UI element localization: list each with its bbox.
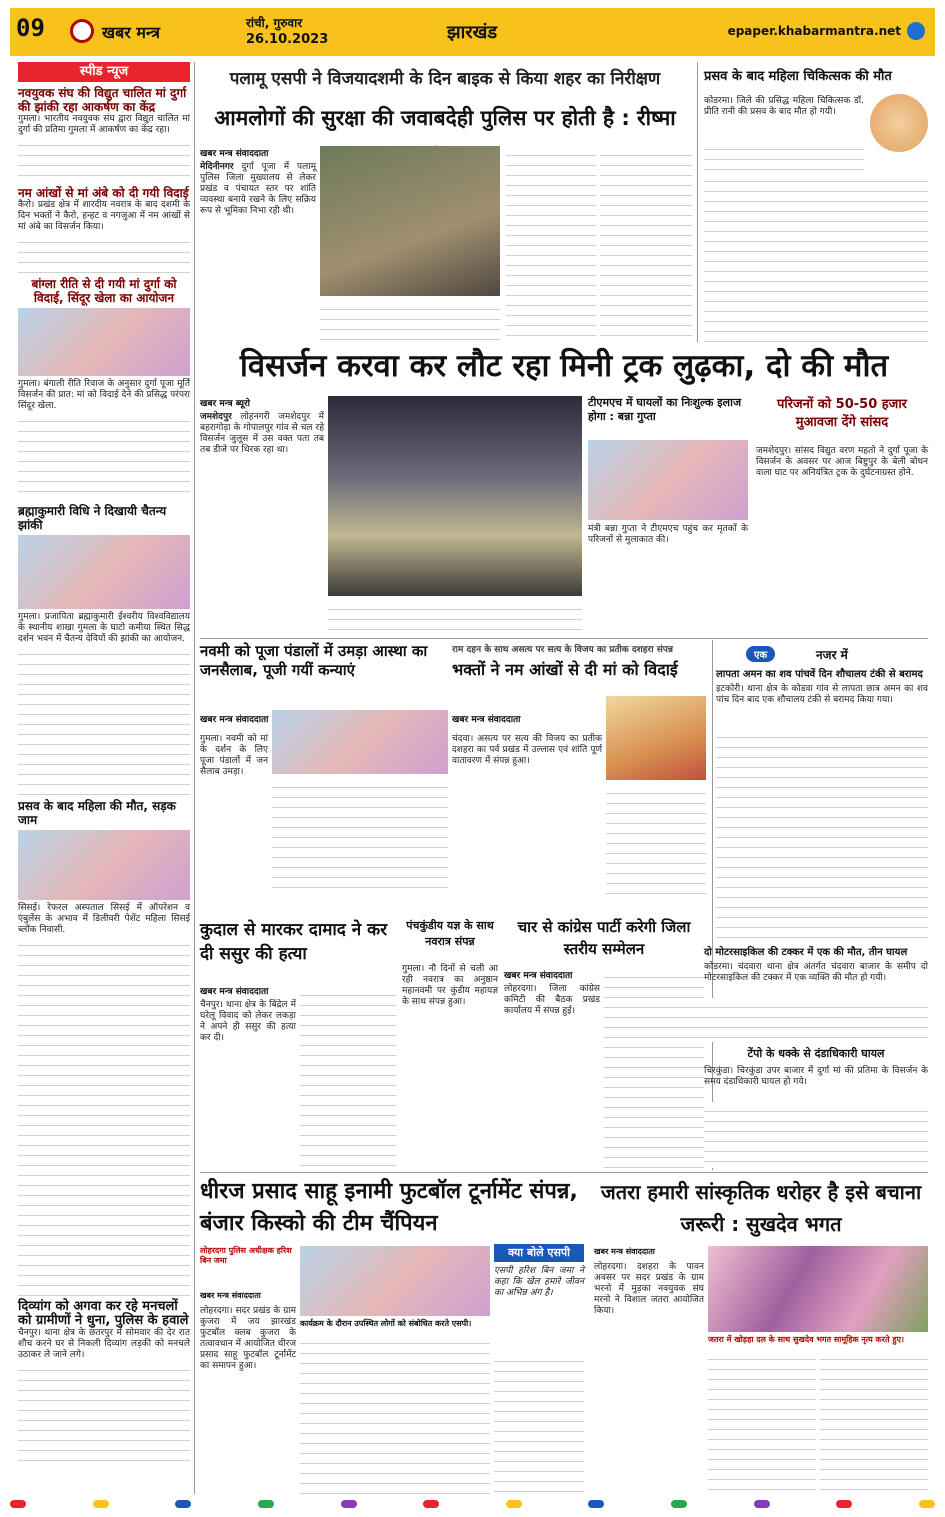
bottom-right-body: लोहरदगा। दशहरा के पावन अवसर पर सदर प्रखंड के ग्राम भरनो में मुड़का नवयुवक संघ मरनो ने विशाल जतरा आयोजित किया। [594, 1262, 704, 1316]
mid-body: गुमला। नौ दिनों से चली आ रही नवरात्र का अनुष्ठान महानवमी पर कुंडीय महायज्ञ के साथ संपन्न हुआ। [402, 964, 498, 1007]
jatra-dance-photo [708, 1246, 928, 1332]
byline: खबर मन्त्र संवाददाता [452, 715, 521, 725]
mid-headline[interactable]: भक्तों ने नम आंखों से दी मां को विदाई [452, 660, 678, 679]
bottom-color-strip [10, 1500, 935, 1510]
mid-headline[interactable]: नवमी को पूजा पंडालों में उमड़ा आस्था का जनसैलाब, पूजी गयीं कन्याएं [200, 642, 428, 679]
mid-kicker[interactable]: पंचकुंडीय यज्ञ के साथ नवरात्र संपन्न [406, 919, 494, 948]
color-dot [588, 1500, 604, 1508]
color-dot [671, 1500, 687, 1508]
left-headline[interactable]: दिव्यांग को अगवा कर रहे मनचलों को ग्रामीणों ने धुना, पुलिस के हवाले [18, 1299, 189, 1328]
police-bike-photo [320, 146, 500, 296]
website-link[interactable]: epaper.khabarmantra.net [727, 24, 901, 38]
body-text-block [18, 645, 190, 795]
right-col-headline[interactable]: टेंपो के धक्के से दंडाधिकारी घायल [747, 1047, 885, 1060]
body-text-block [704, 172, 928, 362]
body-text-block [704, 998, 928, 1042]
brand-name: खबर मन्त्र [102, 23, 160, 42]
body-text-block [704, 140, 864, 170]
body-text-block [704, 1102, 928, 1168]
body-text-block [604, 968, 704, 1168]
right-col-lead: इटकोरी। थाना क्षेत्र के कोडवा गांव से लापता छात्र अमन का शव पांच दिन बाद एक शौचालय टंकी से बरामद किया गया। [716, 684, 928, 705]
hospital-visit-photo [588, 440, 748, 520]
color-dot [93, 1500, 109, 1508]
section-title: झारखंड [447, 22, 497, 43]
body-text-block [18, 936, 190, 1296]
speed-news-label: स्पीड न्यूज [18, 62, 190, 82]
banner-right-body: जमशेदपुर। सांसद विद्युत वरण महतो ने दुर्गा पूजा के विसर्जन के अवसर पर आज बिष्टुपुर के बेली बोधन वाला घाट पर अनियंत्रित ट्रक के दुर्घटनाग्रस्त होने. [756, 446, 928, 478]
masthead [10, 8, 935, 56]
left-headline[interactable]: प्रसव के बाद महिला की मौत, सड़क जाम [18, 799, 176, 827]
left-lead: चैनपुर। थाना क्षेत्र के छतरपुर में सोमवार की देर रात शौच करने घर से निकली दिव्यांग लड़की को मनचले उठाकर ले जाने लगे। [18, 1328, 190, 1360]
sindoor-khela-photo [18, 308, 190, 376]
brahmakumari-photo [18, 535, 190, 609]
sidebar-body: एसपी हरिश बिन जमा ने कहा कि खेल हमारे जीवन का अभिन्न अंग है। [494, 1266, 584, 1298]
left-lead: गुमला। बंगाली रीति रिवाज के अनुसार दुर्गा पूजा मूर्ति विसर्जन की प्रात: मां को विदाई देने की प्रसिद्ध परंपरा सिंदूर खेला. [18, 379, 190, 411]
mid-headline[interactable]: चार से कांग्रेस पार्टी करेगी जिला स्तरीय सम्मेलन [517, 918, 691, 958]
color-dot [258, 1500, 274, 1508]
dateline: मेदिनीनगर [200, 162, 234, 172]
idol-photo [606, 696, 706, 780]
right-top-headline[interactable]: प्रसव के बाद महिला चिकित्सक की मौत [704, 69, 892, 84]
color-dot [919, 1500, 935, 1508]
color-dot [506, 1500, 522, 1508]
color-dot [10, 1500, 26, 1508]
right-col-headline[interactable]: लापता अमन का शव पांचवें दिन शौचालय टंकी से बरामद [716, 669, 923, 680]
road-jam-photo [18, 830, 190, 900]
mid-body: लोहरदगा। जिला कांग्रेस कमिटी की बैठक प्रखंड कार्यालय में संपन्न हुई। [504, 984, 600, 1016]
body-text: लोहनगरी जमशेदपुर में बहरागोड़ा के गोपालपुर गांव से चल रहे विसर्जन जुलूस में उस वक्त पता तब तब डीजे पर थिरक रहा था। [200, 412, 324, 455]
banner-right-headline[interactable]: परिजनों को 50-50 हजार मुआवजा देंगे सांसद [776, 397, 908, 430]
left-lead: सिसई। रेफरल अस्पताल सिसई में ऑपरेशन व एंबुलेंस के अभाव में डिलीवरी पेशेंट महिला सिसई ब्लॉक निवासी. [18, 903, 190, 935]
left-headline[interactable]: ब्रह्माकुमारी विधि ने दिखायी चैतन्य झांकी [18, 504, 167, 532]
banner-headline[interactable]: विसर्जन करवा कर लौट रहा मिनी ट्रक लुढ़का, दो की मौत [200, 342, 928, 390]
left-lead: गुमला। प्रजापिता ब्रह्माकुमारी ईश्वरीय विश्वविद्यालय के स्थानीय शाखा गुमला के घाटो कमीया स्थित सिद्ध दर्शन भवन में चैतन्य देवियों की झांकी का आयोजन. [18, 612, 190, 644]
logo-icon [70, 19, 94, 43]
right-col-lead: कोडरमा। चंदवारा थाना क्षेत्र अंतर्गत चंदवारा बाजार के समीप दो मोटरसाइकिल की टक्कर में एक व्यक्ति की मौत हो गयी। [704, 962, 928, 983]
byline: खबर मन्त्र संवाददाता [594, 1247, 655, 1256]
left-headline[interactable]: नवयुवक संघ की विद्युत चालित मां दुर्गा की झांकी रहा आकर्षण का केंद्र [18, 86, 187, 114]
right-col-headline[interactable]: दो मोटरसाइकिल की टक्कर में एक की मौत, तीन घायल [704, 947, 908, 958]
color-dot [175, 1500, 191, 1508]
body-text-block [606, 784, 706, 894]
doctor-portrait-photo [870, 94, 928, 152]
truck-accident-photo [328, 396, 582, 596]
dateline: जमशेदपुर [200, 412, 232, 422]
byline: खबर मन्त्र ब्यूरो [200, 399, 250, 409]
left-lead: गुमला। भारतीय नवयुवक संघ द्वारा विद्युत चालित मां दुर्गा की प्रतिमा गुमला में आकर्षण का केंद्र रहा। [18, 114, 190, 135]
banner-side-body: मंत्री बन्ना गुप्ता ने टीएमएच पहुंच कर मृतकों के परिजनों से मुलाकात की। [588, 524, 748, 545]
bottom-left-body: लोहरदगा। सदर प्रखंड के ग्राम कुजरा में जय झारखंड फुटबॉल क्लब कुजरा के तत्वावधान में आयोजित धीरज प्रसाद साहू फुटबॉल टूर्नामेंट का समापन हुआ। [200, 1306, 296, 1371]
edition-date: 26.10.2023 [246, 32, 329, 47]
banner-body [200, 412, 324, 634]
column-divider [194, 62, 195, 1494]
left-headline[interactable]: नम आंखों से मां अंबे को दी गयी विदाई [18, 186, 189, 200]
body-text-block [18, 233, 190, 273]
color-dot [754, 1500, 770, 1508]
left-lead: कैरो। प्रखंड क्षेत्र में शारदीय नवरात्र के बाद दशमी के दिन भक्तों ने कैरो, हन्हट व नगजुआ में नम आंखों से मां अंबे का विसर्जन किया। [18, 200, 190, 232]
byline: खबर मन्त्र संवाददाता [200, 987, 269, 997]
right-col-lead: चिरकुंडा। चिरकुंडा उपर बाजार में दुर्गा मां की प्रतिमा के विसर्जन के समय दंडाधिकारी घायल हो गये। [704, 1066, 928, 1087]
mid-body: चंदवा। असत्य पर सत्य की विजय का प्रतीक दशहरा का पर्व प्रखंड में उल्लास एवं शांति पूर्ण वातावरण में संपन्न हुआ। [452, 734, 602, 766]
body-text-block [300, 1334, 490, 1494]
color-dot [341, 1500, 357, 1508]
body-text: दुर्गा पूजा में पलामू पुलिस जिला मुख्यालय से लेकर प्रखंड व पंचायत स्तर पर शांति व्यवस्था बनाये रखने के लिए सक्रिय रूप से भूमिका निभा रही थी। [200, 162, 316, 216]
page-number: 09 [16, 14, 45, 42]
byline: खबर मन्त्र संवाददाता [200, 1291, 261, 1300]
body-text-block [272, 778, 448, 894]
photo-caption: कार्यक्रम के दौरान उपस्थित लोगों को संबोधित करते एसपी। [300, 1319, 472, 1328]
section-divider [200, 1172, 928, 1173]
right-top-lead: कोडरमा। जिले की प्रसिद्ध महिला चिकित्सक डॉ. प्रीति रानी की प्रसव के बाद मौत हो गयी। [704, 96, 864, 117]
body-text-block [506, 146, 596, 362]
top-story-kicker: पलामू एसपी ने विजयादशमी के दिन बाइक से किया शहर का निरीक्षण [229, 69, 661, 89]
football-ceremony-photo [300, 1246, 490, 1316]
mid-kicker: राम दहन के साथ असत्य पर सत्य के विजय का प्रतीक दशहरा संपन्न [452, 645, 674, 655]
column-divider [697, 62, 698, 362]
globe-icon [907, 22, 925, 40]
banner-side-headline[interactable]: टीएमएच में घायलों का निःशुल्क इलाज होगा : बन्ना गुप्ता [588, 396, 742, 423]
ek-nazar-header [716, 644, 928, 662]
left-headline[interactable]: बांग्ला रीति से दी गयी मां दुर्गा को विदाई, सिंदूर खेला का आयोजन [31, 277, 177, 305]
byline: खबर मन्त्र संवाददाता [200, 149, 269, 159]
body-text-block [716, 728, 928, 940]
byline: खबर मन्त्र संवाददाता [504, 971, 573, 981]
top-story-headline[interactable]: आमलोगों की सुरक्षा की जवाबदेही पुलिस पर होती है : रीष्मा [214, 106, 676, 130]
body-text-block [18, 412, 190, 500]
body-text-block [708, 1350, 816, 1494]
body-text-block [600, 146, 692, 362]
pandal-crowd-photo [272, 710, 448, 774]
color-dot [836, 1500, 852, 1508]
body-text-block [820, 1350, 928, 1494]
body-text-block [300, 986, 396, 1168]
photo-caption: जतरा में खोड़हा दल के साथ सुखदेव भगत सामूहिक नृत्य करते हुए। [708, 1335, 905, 1344]
left-column [18, 62, 190, 1494]
mid-headline[interactable]: कुदाल से मारकर दामाद ने कर दी ससुर की हत्या [200, 920, 388, 964]
tag-nazar: नजर में [816, 648, 848, 662]
bottom-left-headline[interactable]: धीरज प्रसाद साहू इनामी फुटबॉल टूर्नामेंट संपन्न, बंजार किस्को की टीम चैंपियन [200, 1179, 578, 1236]
mid-body: गुमला। नवमी को मां के दर्शन के लिए पूजा पंडालों में जन सैलाब उमड़ा। [200, 734, 268, 777]
body-text-block [328, 600, 582, 634]
tag-ek: एक [746, 646, 775, 662]
byline: खबर मन्त्र संवाददाता [200, 715, 269, 725]
sidebar-title-text: क्या बोले एसपी [494, 1244, 584, 1262]
body-text-block [18, 136, 190, 182]
section-divider [200, 638, 928, 639]
edition-day: रांची, गुरुवार [246, 16, 303, 30]
mid-body: चैनपुर। थाना क्षेत्र के बिंद्रेल में घरेलू विवाद को लेकर लकड़ा ने अपने ही ससुर की हत्या कर दी। [200, 1000, 296, 1043]
body-text-block [494, 1352, 584, 1494]
color-dot [423, 1500, 439, 1508]
body-text-block [18, 1361, 190, 1461]
top-story-body [200, 162, 316, 362]
photo-caption: लोहरदगा पुलिस अधीक्षक हरिश बिन जमा [200, 1246, 292, 1265]
sidebar-title [494, 1244, 584, 1262]
bottom-right-headline[interactable]: जतरा हमारी सांस्कृतिक धरोहर है इसे बचाना जरूरी : सुखदेव भगत [600, 1180, 922, 1236]
